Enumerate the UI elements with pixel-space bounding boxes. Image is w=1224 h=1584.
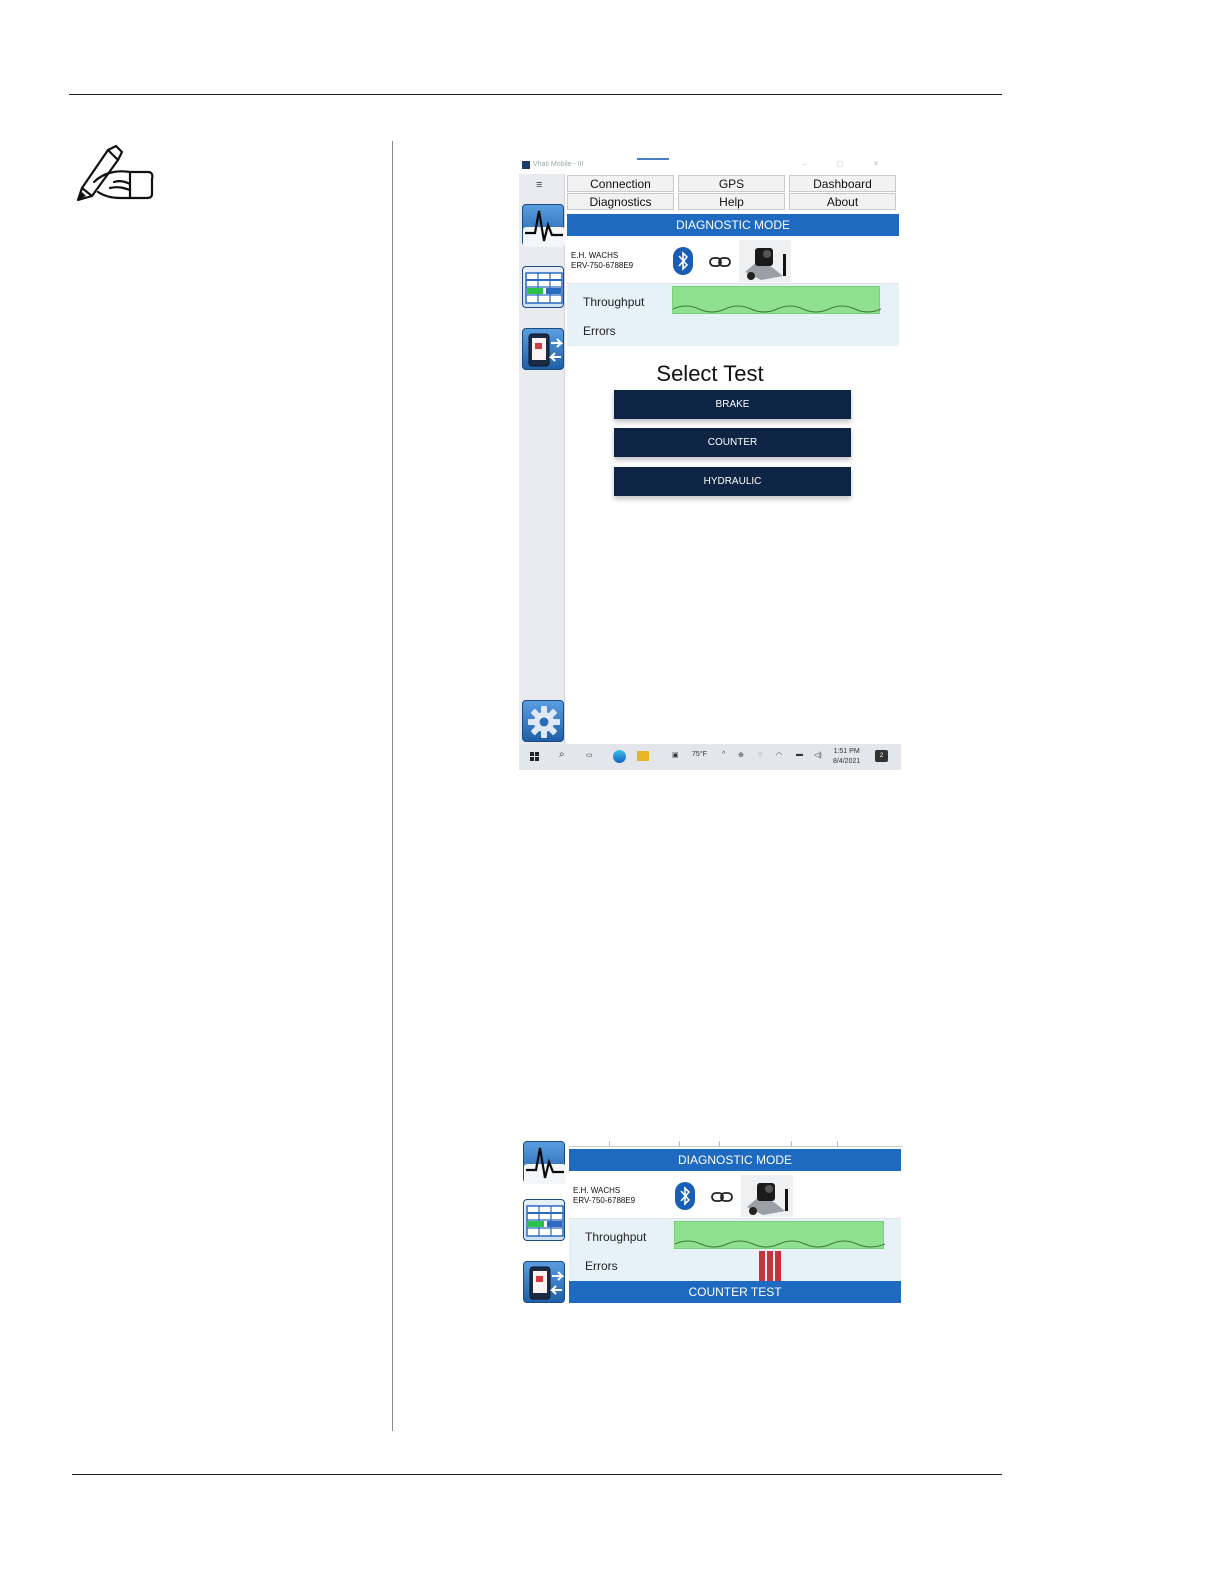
hydraulic-test-button[interactable]: HYDRAULIC — [614, 467, 851, 496]
device-brand: E.H. WACHS — [571, 251, 619, 260]
error-bar — [759, 1251, 765, 1281]
notification-icon[interactable]: 2 — [875, 750, 888, 762]
device-info-row — [569, 1173, 901, 1219]
stats-panel — [569, 1219, 901, 1281]
errors-label: Errors — [583, 324, 616, 338]
hamburger-menu-icon[interactable]: ≡ — [536, 179, 543, 191]
device-label — [573, 1186, 635, 1206]
device-transfer-icon — [524, 1262, 566, 1304]
nav-diagnostics[interactable]: Diagnostics — [567, 193, 674, 210]
windows-taskbar — [519, 744, 901, 770]
footer-rule — [72, 1474, 1002, 1475]
taskbar-clock[interactable] — [833, 747, 860, 767]
search-icon[interactable]: ⌕ — [559, 749, 565, 760]
clock-time: 1:51 PM — [833, 748, 860, 755]
device-brand: E.H. WACHS — [573, 1186, 621, 1195]
header-rule — [69, 94, 1002, 95]
device-model: ERV-750-6788E9 — [573, 1196, 636, 1205]
pulse-chart-icon — [524, 1142, 566, 1184]
data-table-rail-button[interactable] — [523, 1199, 565, 1241]
throughput-bar — [672, 286, 880, 314]
diagnostics-rail-button[interactable] — [522, 204, 564, 246]
errors-label: Errors — [585, 1259, 618, 1273]
select-test-heading: Select Test — [656, 361, 764, 386]
nav-dashboard[interactable]: Dashboard — [789, 175, 896, 192]
throughput-bar — [674, 1221, 884, 1249]
transfer-rail-button[interactable] — [523, 1261, 565, 1303]
pulse-chart-icon — [523, 205, 565, 247]
link-icon[interactable] — [711, 1191, 733, 1203]
nav-menu-grid — [567, 175, 899, 211]
brake-test-button[interactable]: BRAKE — [614, 390, 851, 419]
diagnostic-mode-banner: DIAGNOSTIC MODE — [567, 214, 899, 236]
device-model: ERV-750-6788E9 — [571, 261, 634, 270]
window-titlebar — [519, 158, 901, 174]
volume-icon[interactable]: ◁) — [814, 752, 822, 759]
column-divider — [392, 141, 393, 1431]
machine-image — [739, 240, 791, 282]
tray-icon[interactable]: ◌ — [758, 751, 763, 758]
table-icon — [523, 267, 565, 309]
error-bar — [767, 1251, 773, 1281]
counter-test-button[interactable]: COUNTER — [614, 428, 851, 457]
settings-rail-button[interactable] — [522, 700, 564, 742]
data-table-rail-button[interactable] — [522, 266, 564, 308]
machine-image — [741, 1175, 793, 1217]
app-screenshot-select-test — [519, 158, 901, 770]
app-logo-icon — [522, 161, 530, 169]
nav-about[interactable]: About — [789, 193, 896, 210]
counter-test-banner: COUNTER TEST — [569, 1281, 901, 1303]
table-icon — [524, 1200, 566, 1242]
windows-start-icon[interactable] — [530, 752, 540, 762]
battery-icon[interactable]: ▬ — [796, 751, 803, 758]
weather-temp[interactable]: 75°F — [692, 751, 707, 758]
error-bar — [775, 1251, 781, 1281]
throughput-label: Throughput — [585, 1230, 647, 1244]
clock-date: 8/4/2021 — [833, 758, 861, 765]
bluetooth-icon[interactable] — [675, 1182, 695, 1210]
stats-panel — [567, 284, 899, 346]
writing-hand-icon — [74, 142, 158, 206]
device-label — [571, 251, 633, 271]
diagnostic-mode-banner: DIAGNOSTIC MODE — [569, 1149, 901, 1171]
nav-help[interactable]: Help — [678, 193, 785, 210]
task-view-icon[interactable]: ▭ — [586, 752, 593, 759]
weather-icon[interactable]: ▣ — [672, 752, 679, 759]
nav-connection[interactable]: Connection — [567, 175, 674, 192]
globe-icon[interactable]: ⊕ — [738, 752, 744, 759]
window-title: Vhati Mobile - III — [533, 161, 584, 168]
diagnostics-rail-button[interactable] — [523, 1141, 565, 1183]
browser-icon[interactable] — [613, 750, 626, 763]
window-controls[interactable]: – ▢ ✕ — [802, 161, 893, 168]
wifi-icon[interactable]: ◠ — [776, 752, 783, 759]
link-icon[interactable] — [709, 256, 731, 268]
cropped-nav-edge — [569, 1141, 903, 1147]
bluetooth-icon[interactable] — [673, 247, 693, 275]
nav-gps[interactable]: GPS — [678, 175, 785, 192]
title-highlight — [637, 158, 669, 160]
left-rail — [519, 174, 565, 744]
chevron-up-icon[interactable]: ^ — [722, 751, 726, 758]
throughput-label: Throughput — [583, 295, 645, 309]
device-info-row — [567, 238, 899, 284]
gear-icon — [523, 701, 565, 743]
folder-icon[interactable] — [637, 751, 649, 761]
app-screenshot-counter-test — [521, 1141, 903, 1306]
